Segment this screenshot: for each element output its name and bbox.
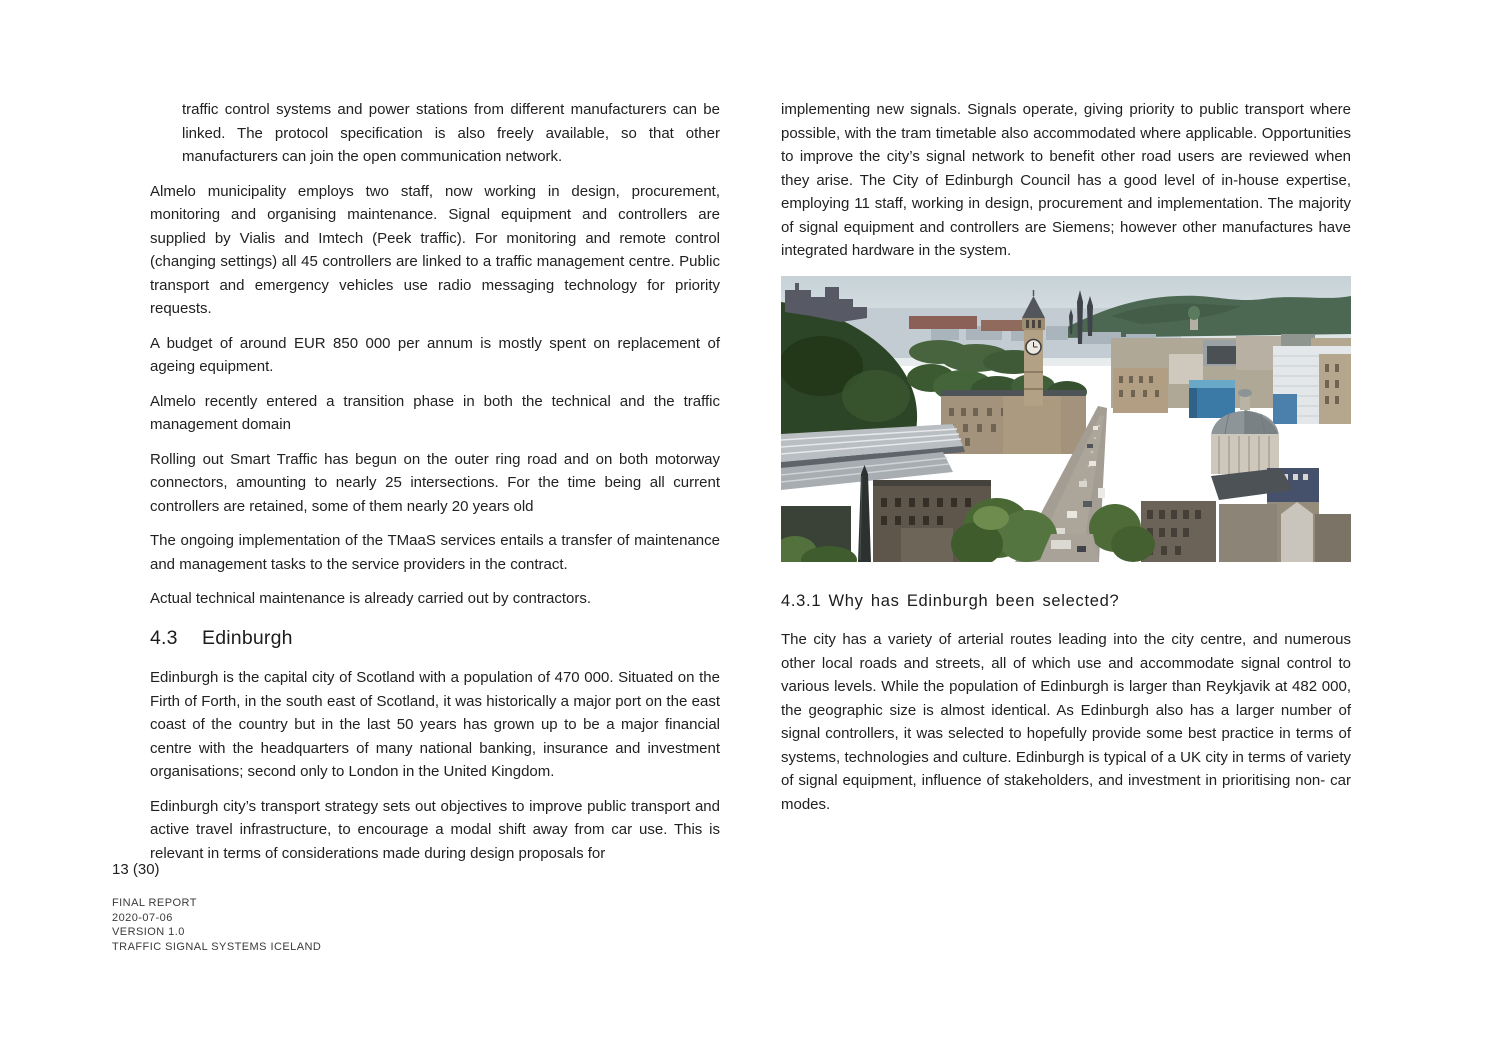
footer-line: TRAFFIC SIGNAL SYSTEMS ICELAND — [112, 940, 322, 953]
footer-line: 2020-07-06 — [112, 911, 173, 924]
footer-line: FINAL REPORT — [112, 897, 197, 909]
paragraph: traffic control systems and power stations from different manufacturers can be linked. The protocol specification is also freely available, so that other manufacturers can join the open communication network. — [182, 101, 720, 165]
right-column — [781, 98, 1351, 827]
paragraph: Rolling out Smart Traffic has begun on the outer ring road and on both motorway connectors, amounting to nearly 25 intersections. For the time being all current controllers are retained, some of them nearly 20 years old — [150, 450, 720, 515]
paragraph: The ongoing implementation of the TMaaS services entails a transfer of maintenance and management tasks to the service providers in the contract. — [150, 532, 720, 573]
section-heading — [150, 627, 720, 651]
left-column — [150, 98, 720, 876]
section-number: 4.3 — [150, 626, 178, 649]
paragraph: Edinburgh city’s transport strategy sets out objectives to improve public transport and active travel infrastructure, to encourage a modal shift away from car use. This is relevant in terms of considerations made during design proposals for — [150, 797, 720, 862]
edinburgh-photo — [781, 276, 1351, 562]
paragraph: Actual technical maintenance is already carried out by contractors. — [150, 590, 592, 607]
edinburgh-cityscape-illustration — [781, 276, 1351, 562]
footer-line: VERSION 1.0 — [112, 926, 185, 938]
paragraph: The city has a variety of arterial routes leading into the city centre, and numerous other local roads and streets, all of which use and accommodate signal control to various levels. While the population of Edinburgh is larger than Reykjavik at 482 000, the geographic size is almost identical. As Edinburgh also has a larger number of signal controllers, it was selected to hopefully provide some best practice in terms of systems, technologies and culture. Edinburgh is typical of a UK city in terms of variety of signal equipment, influence of stakeholders, and investment in prioritising non- car modes. — [781, 631, 1351, 813]
paragraph: Edinburgh is the capital city of Scotland with a population of 470 000. Situated on the Firth of Forth, in the south east of Scotland, it was historically a major port on the east coast of the country but in the last 50 years has grown up to be a major financial centre with the headquarters of many national banking, insurance and investment organisations; second only to London in the United Kingdom. — [150, 669, 720, 780]
paragraph: A budget of around EUR 850 000 per annum is mostly spent on replacement of ageing equipment. — [150, 334, 720, 375]
paragraph: Almelo municipality employs two staff, now working in design, procurement, monitoring and organising maintenance. Signal equipment and controllers are supplied by Vialis and Imtech (Peek traffic). For monitoring and remote control (changing settings) all 45 controllers are linked to a traffic management centre. Public transport and emergency vehicles use radio messaging technology for priority requests. — [150, 182, 720, 317]
paragraph: Almelo recently entered a transition phase in both the technical and the traffic management domain — [150, 392, 720, 433]
report-footer — [112, 896, 321, 954]
section-title: Edinburgh — [202, 626, 293, 649]
subsection-heading: 4.3.1 Why has Edinburgh been selected? — [781, 591, 1120, 610]
page-number: 13 (30) — [112, 861, 160, 878]
paragraph: implementing new signals. Signals operate, giving priority to public transport where possible, with the tram timetable also accommodated where applicable. Opportunities to improve the city’s signal network to benefit other road users are reviewed when they arise. The City of Edinburgh Council has a good level of in-house expertise, employing 11 staff, working in design, procurement and implementation. The majority of signal equipment and controllers are Siemens; however other manufactures have integrated hardware in the system. — [781, 101, 1351, 259]
